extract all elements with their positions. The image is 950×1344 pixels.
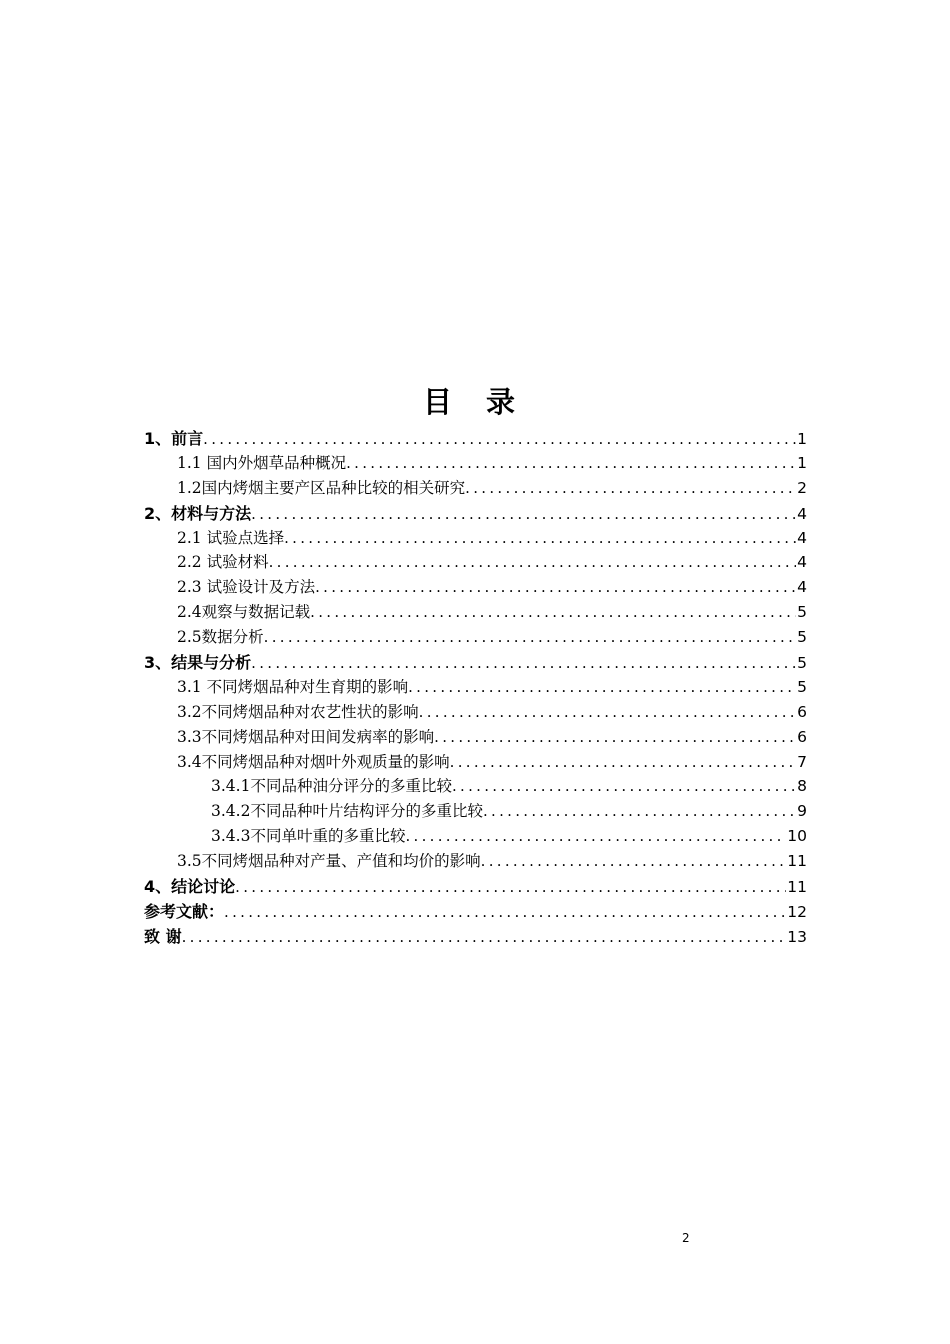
toc-entry-text: 3.5不同烤烟品种对产量、产值和均价的影响 bbox=[177, 852, 481, 871]
toc-entry-text: 2.5数据分析 bbox=[177, 628, 264, 647]
toc-entry-page: 5 bbox=[797, 603, 807, 622]
toc-entry[interactable] bbox=[144, 501, 807, 526]
toc-entry[interactable] bbox=[144, 799, 807, 824]
toc-entry[interactable] bbox=[144, 575, 807, 600]
toc-entry-text: 2.2 试验材料 bbox=[177, 553, 269, 572]
toc-entry-page: 4 bbox=[797, 504, 807, 523]
toc-entry-page: 7 bbox=[797, 752, 807, 771]
toc-entry-text: 3.4不同烤烟品种对烟叶外观质量的影响 bbox=[177, 752, 450, 771]
toc-entry-text: 3.2不同烤烟品种对农艺性状的影响 bbox=[177, 702, 419, 721]
toc-entry[interactable] bbox=[144, 924, 807, 949]
toc-entry-page: 6 bbox=[797, 727, 807, 746]
toc-leader-dots bbox=[251, 654, 796, 672]
toc-entry-page: 10 bbox=[787, 827, 807, 846]
toc-entry-text: 3.4.1不同品种油分评分的多重比较 bbox=[211, 777, 452, 796]
toc-entry-text: 致 谢 bbox=[144, 926, 182, 946]
toc-entry-page: 13 bbox=[787, 927, 807, 946]
toc-entry-text: 1.1 国内外烟草品种概况 bbox=[177, 453, 347, 472]
toc-entry[interactable] bbox=[144, 700, 807, 725]
toc-entry-page: 8 bbox=[797, 777, 807, 796]
toc-leader-dots bbox=[235, 878, 786, 896]
toc-entry-text: 3.3不同烤烟品种对田间发病率的影响 bbox=[177, 727, 435, 746]
toc-entry-text: 2、材料与方法 bbox=[144, 503, 252, 523]
toc-entry-page: 11 bbox=[787, 852, 807, 871]
toc-entry-text: 2.4观察与数据记载 bbox=[177, 603, 311, 622]
toc-entry[interactable] bbox=[144, 750, 807, 775]
toc-entry-text: 3.1 不同烤烟品种对生育期的影响 bbox=[177, 677, 409, 696]
toc-entry-page: 9 bbox=[797, 802, 807, 821]
toc-entry-text: 1、前言 bbox=[144, 429, 204, 448]
toc-entry-page: 12 bbox=[787, 902, 807, 921]
toc-entry-page: 11 bbox=[787, 878, 807, 897]
toc-leader-dots bbox=[450, 753, 796, 771]
toc-entry-page: 5 bbox=[797, 677, 807, 696]
toc-entry[interactable] bbox=[144, 650, 807, 675]
toc-entry-page: 4 bbox=[797, 553, 807, 572]
toc-entry-page: 6 bbox=[797, 702, 807, 721]
toc-entry-page: 1 bbox=[797, 430, 807, 448]
toc-entry-page: 4 bbox=[797, 528, 807, 547]
toc-entry-text: 4、结论讨论 bbox=[144, 877, 236, 897]
toc-leader-dots bbox=[483, 802, 796, 820]
toc-leader-dots bbox=[465, 479, 796, 497]
toc-entry-text: 3.4.3不同单叶重的多重比较 bbox=[211, 827, 406, 846]
toc-leader-dots bbox=[251, 505, 796, 523]
toc-entry-page: 5 bbox=[797, 654, 807, 673]
toc-entry-page: 1 bbox=[797, 453, 807, 472]
toc-entry-page: 2 bbox=[797, 478, 807, 497]
toc-entry[interactable] bbox=[144, 774, 807, 799]
toc-title: 目 录 bbox=[422, 385, 528, 419]
toc-entry[interactable] bbox=[144, 849, 807, 874]
toc-entry[interactable] bbox=[144, 824, 807, 849]
toc-leader-dots bbox=[315, 578, 796, 596]
toc-leader-dots bbox=[264, 628, 796, 646]
toc-entry[interactable] bbox=[144, 874, 807, 899]
page-number: 2 bbox=[682, 1231, 690, 1245]
toc-entry-page: 5 bbox=[797, 628, 807, 647]
table-of-contents bbox=[144, 426, 807, 949]
toc-leader-dots bbox=[284, 529, 796, 547]
toc-entry-text: 3.4.2不同品种叶片结构评分的多重比较 bbox=[211, 802, 483, 821]
toc-entry[interactable] bbox=[144, 476, 807, 501]
toc-entry-text: 参考文献： bbox=[144, 901, 225, 921]
toc-entry-text: 2.3 试验设计及方法 bbox=[177, 578, 316, 597]
toc-entry-text: 3、结果与分析 bbox=[144, 653, 252, 673]
toc-leader-dots bbox=[408, 678, 796, 696]
toc-leader-dots bbox=[269, 553, 797, 571]
toc-entry[interactable] bbox=[144, 550, 807, 575]
toc-leader-dots bbox=[182, 928, 787, 946]
toc-entry[interactable] bbox=[144, 451, 807, 476]
toc-entry[interactable] bbox=[144, 899, 807, 924]
toc-entry-text: 2.1 试验点选择 bbox=[177, 528, 285, 547]
toc-leader-dots bbox=[481, 852, 787, 870]
toc-entry[interactable] bbox=[144, 625, 807, 650]
toc-leader-dots bbox=[224, 903, 786, 921]
toc-leader-dots bbox=[405, 827, 786, 845]
toc-leader-dots bbox=[452, 777, 796, 795]
toc-entry[interactable] bbox=[144, 426, 807, 451]
toc-entry[interactable] bbox=[144, 725, 807, 750]
toc-entry[interactable] bbox=[144, 600, 807, 625]
toc-entry[interactable] bbox=[144, 526, 807, 551]
toc-entry-page: 4 bbox=[797, 578, 807, 597]
toc-entry[interactable] bbox=[144, 675, 807, 700]
toc-leader-dots bbox=[310, 603, 796, 621]
toc-leader-dots bbox=[203, 430, 796, 448]
toc-leader-dots bbox=[419, 703, 796, 721]
toc-entry-text: 1.2国内烤烟主要产区品种比较的相关研究 bbox=[177, 478, 466, 497]
toc-leader-dots bbox=[346, 454, 796, 472]
toc-leader-dots bbox=[434, 728, 796, 746]
